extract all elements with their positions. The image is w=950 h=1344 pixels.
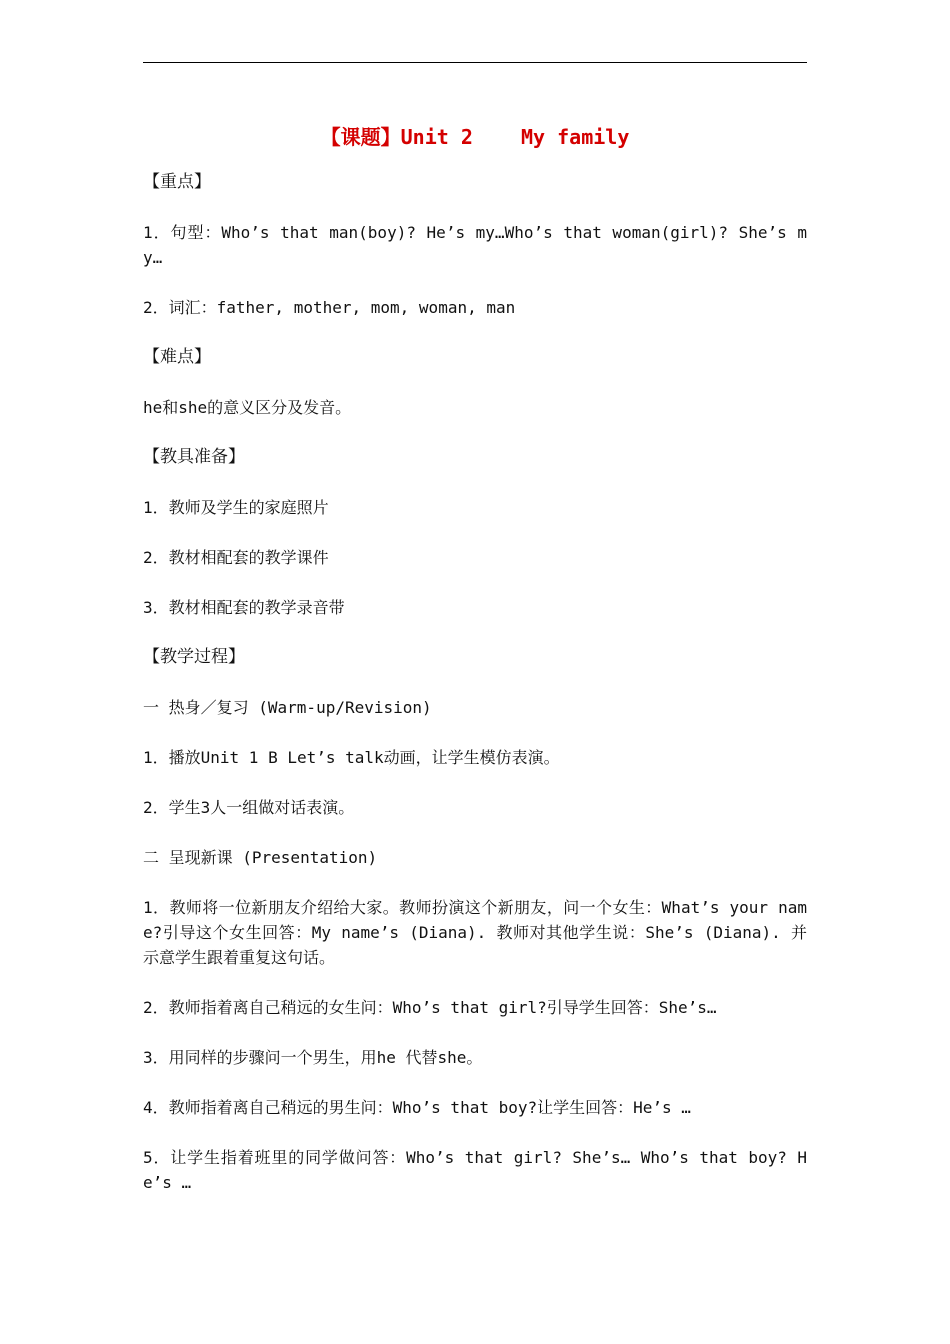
warmup-item-2: 2．学生3人一组做对话表演。 (143, 798, 355, 817)
section-heading-materials: 【教具准备】 (143, 447, 245, 467)
materials-item-1: 1．教师及学生的家庭照片 (143, 498, 329, 517)
section-heading-procedure: 【教学过程】 (143, 647, 245, 667)
difficulty-text: he和she的意义区分及发音。 (143, 398, 352, 417)
presentation-item-3: 3．用同样的步骤问一个男生，用he 代替she。 (143, 1048, 483, 1067)
document-body (143, 120, 807, 1220)
section-heading-key-points: 【重点】 (143, 172, 211, 192)
materials-item-2: 2．教材相配套的教学课件 (143, 548, 329, 567)
lesson-title: 【课题】Unit 2 My family (320, 125, 630, 149)
key-point-vocabulary: 2．词汇：father, mother, mom, woman, man (143, 298, 516, 317)
presentation-item-4: 4．教师指着离自己稍远的男生问：Who’s that boy?让学生回答：He’s … (143, 1098, 691, 1117)
warmup-item-1: 1．播放Unit 1 B Let’s talk动画，让学生模仿表演。 (143, 748, 560, 767)
presentation-item-5: 5．让学生指着班里的同学做问答：Who’s that girl? She’s… Who’s that boy? He’s … (143, 1148, 807, 1192)
materials-item-3: 3．教材相配套的教学录音带 (143, 598, 345, 617)
header-rule (143, 62, 807, 63)
section-heading-difficulties: 【难点】 (143, 347, 211, 367)
presentation-item-2: 2．教师指着离自己稍远的女生问：Who’s that girl?引导学生回答：She’s… (143, 998, 717, 1017)
presentation-item-1: 1．教师将一位新朋友介绍给大家。教师扮演这个新朋友，问一个女生：What’s your name?引导这个女生回答：My name’s (Diana). 教师对其他学生说：She’s (Diana). 并示意学生跟着重复这句话。 (143, 898, 807, 967)
procedure-step-presentation: 二 呈现新课 (Presentation) (143, 848, 378, 867)
key-point-sentence-patterns: 1．句型：Who’s that man(boy)? He’s my…Who’s that woman(girl)? She’s my… (143, 223, 807, 267)
procedure-step-warmup: 一 热身／复习 (Warm-up/Revision) (143, 698, 432, 717)
